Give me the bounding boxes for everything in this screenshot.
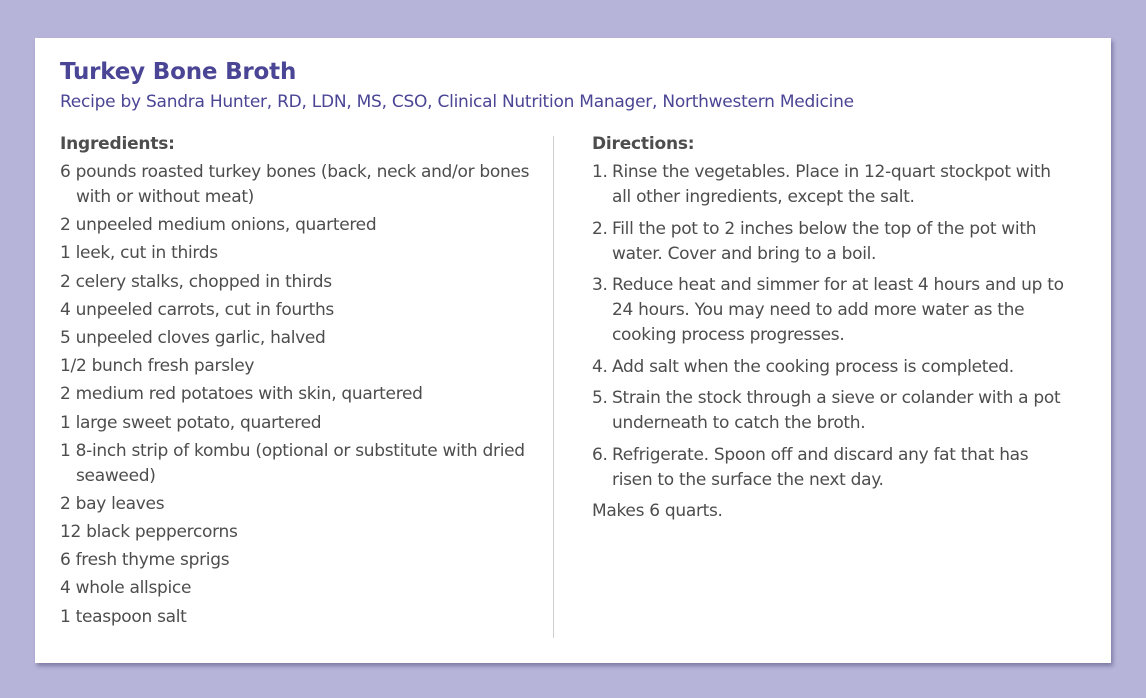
ingredients-list [60,160,530,630]
step-text: Rinse the vegetables. Place in 12-quart stockpot with all other ingredients, except the salt. [612,162,1051,207]
ingredient-item: 6 fresh thyme sprigs [60,550,230,571]
ingredients-section [60,132,530,633]
ingredient-item: 4 unpeeled carrots, cut in fourths [60,299,334,320]
direction-step [592,273,1072,348]
step-text: Reduce heat and simmer for at least 4 hours and up to 24 hours. You may need to add more water as the cooking process progresses. [612,275,1064,345]
column-divider [553,136,554,638]
ingredient-item: 1 leek, cut in thirds [60,243,218,264]
ingredient-item: 5 unpeeled cloves garlic, halved [60,327,326,348]
recipe-yield: Makes 6 quarts. [592,501,723,521]
step-number: 6. [592,444,608,465]
step-number: 3. [592,275,608,295]
ingredient-item: 1/2 bunch fresh parsley [60,356,255,377]
step-text: Fill the pot to 2 inches below the top of the pot with water. Cover and bring to a boil. [612,218,1037,264]
direction-step [592,355,1072,380]
recipe-byline: Recipe by Sandra Hunter, RD, LDN, MS, CSO, Clinical Nutrition Manager, Northwestern Medicine [60,92,854,112]
directions-heading: Directions: [592,134,695,154]
ingredient-item: 6 pounds roasted turkey bones (back, neck and/or bones with or without meat) [60,162,530,207]
step-number: 1. [592,162,608,182]
directions-section [592,132,1072,524]
ingredient-item: 4 whole allspice [60,578,192,599]
step-text: Add salt when the cooking process is completed. [612,356,1014,377]
ingredient-item: 12 black peppercorns [60,522,238,543]
directions-list [592,160,1072,493]
ingredient-item: 1 8-inch strip of kombu (optional or substitute with dried seaweed) [60,440,525,486]
ingredient-item: 1 large sweet potato, quartered [60,412,322,433]
step-text: Strain the stock through a sieve or colander with a pot underneath to catch the broth. [612,388,1061,433]
direction-step [592,160,1072,210]
step-number: 2. [592,218,608,239]
recipe-title: Turkey Bone Broth [60,59,297,85]
direction-step [592,217,1072,267]
step-number: 4. [592,356,608,377]
step-text: Refrigerate. Spoon off and discard any fat that has risen to the surface the next day. [612,444,1029,490]
ingredient-item: 2 celery stalks, chopped in thirds [60,271,332,292]
recipe-card [35,38,1111,663]
ingredient-item: 1 teaspoon salt [60,606,187,627]
direction-step [592,386,1072,436]
ingredients-heading: Ingredients: [60,134,175,154]
ingredient-item: 2 unpeeled medium onions, quartered [60,215,377,236]
ingredient-item: 2 bay leaves [60,493,165,514]
direction-step [592,443,1072,493]
step-number: 5. [592,388,608,408]
ingredient-item: 2 medium red potatoes with skin, quartered [60,384,423,405]
